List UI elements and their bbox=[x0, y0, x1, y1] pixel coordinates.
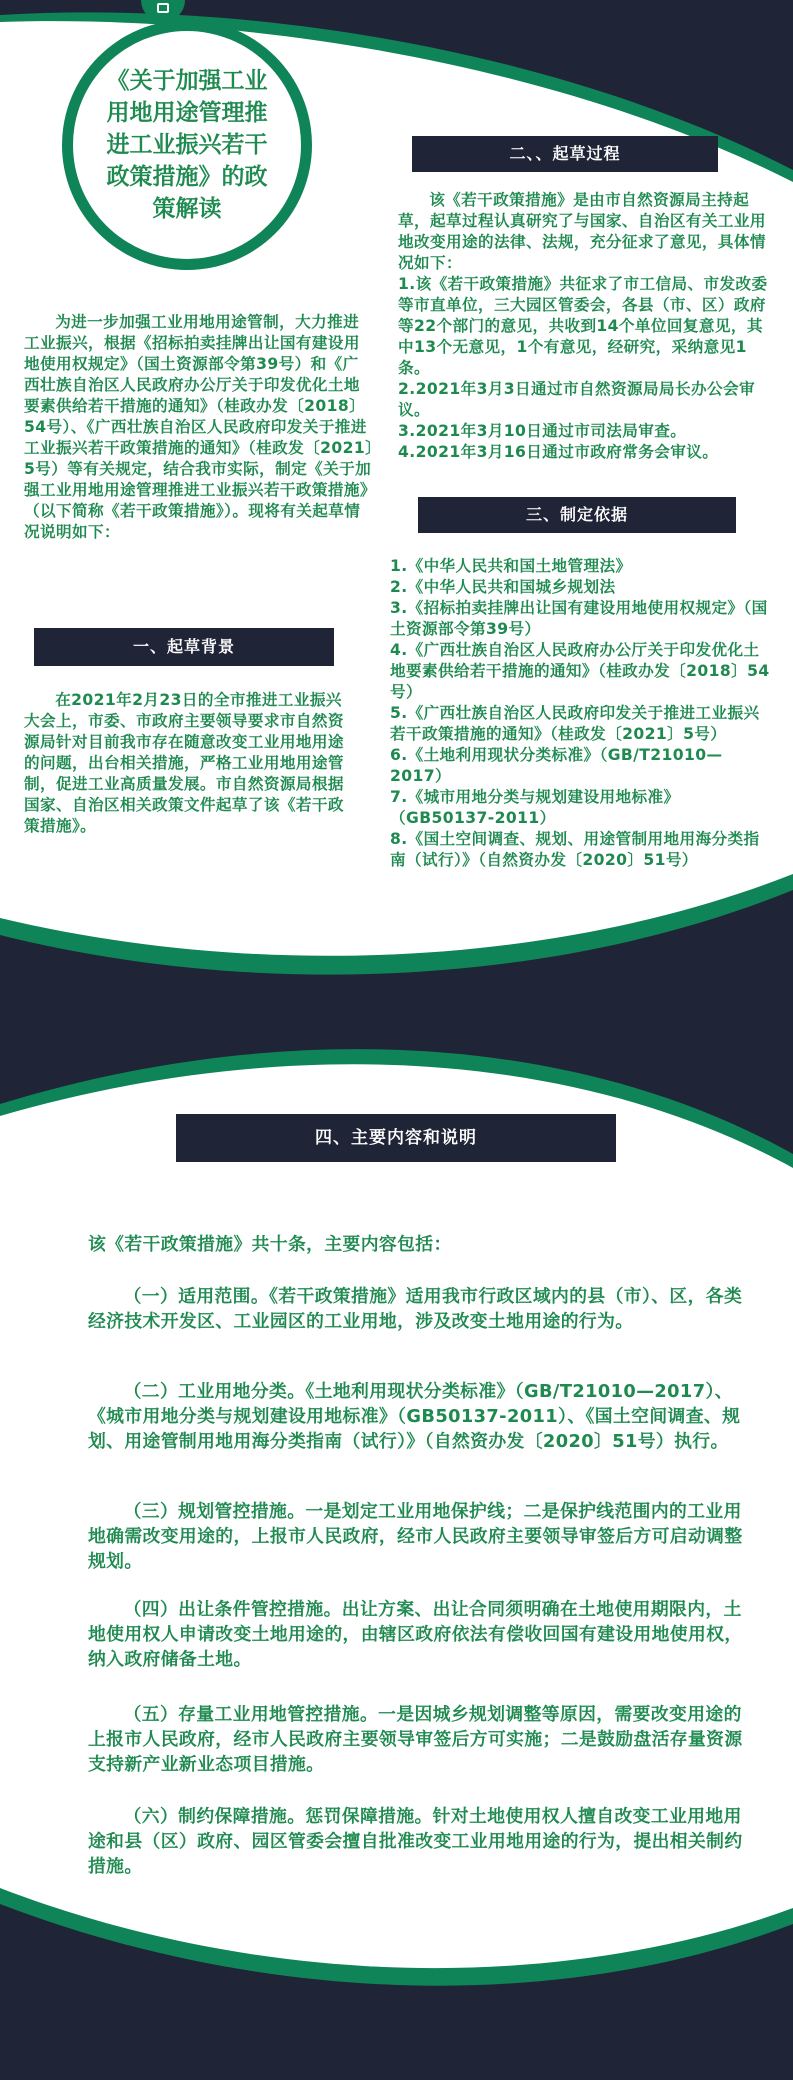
section-heading-main: 四、主要内容和说明 bbox=[176, 1114, 616, 1162]
main-item: （二）工业用地分类。《土地利用现状分类标准》（GB/T21010—2017）、《城市用地分类与规划建设用地标准》（GB50137-2011）、《国土空间调查、规划、用途管制用地用海分类指南（试行）》（自然资办发〔2020〕51号）执行。 bbox=[88, 1381, 741, 1452]
main-item: （五）存量工业用地管控措施。一是因城乡规划调整等原因，需要改变用途的上报市人民政府，经市人民政府主要领导审签后方可实施；二是鼓励盘活存量资源支持新产业新业态项目措施。 bbox=[88, 1704, 743, 1775]
basis-item: 6.《土地利用现状分类标准》（GB/T21010—2017） bbox=[390, 746, 723, 785]
process-item: 2.2021年3月3日通过市自然资源局局长办公会审议。 bbox=[398, 380, 755, 419]
process-item: 1.该《若干政策措施》共征求了市工信局、市发改委等市直单位，三大园区管委会，各县（市、区）政府等22个部门的意见，共收到14个单位回复意见，其中13个无意见，1个有意见，经研究，采纳意见1条。 bbox=[398, 275, 768, 377]
basis-item: 1.《中华人民共和国土地管理法》 bbox=[390, 557, 632, 575]
process-block bbox=[398, 190, 770, 463]
basis-item: 2.《中华人民共和国城乡规划法 bbox=[390, 578, 616, 596]
title-circle bbox=[62, 20, 312, 270]
process-intro: 该《若干政策措施》是由市自然资源局主持起草，起草过程认真研究了与国家、自治区有关工业用地改变用途的法律、法规，充分征求了意见，具体情况如下： bbox=[398, 191, 766, 272]
process-item: 3.2021年3月10日通过市司法局审查。 bbox=[398, 422, 687, 440]
basis-item: 4.《广西壮族自治区人民政府办公厅关于印发优化土地要素供给若干措施的通知》（桂政办发〔2018〕54号） bbox=[390, 641, 770, 701]
main-item: （六）制约保障措施。惩罚保障措施。针对土地使用权人擅自改变工业用地用途和县（区）政府、园区管委会擅自批准改变工业用地用途的行为，提出相关制约措施。 bbox=[88, 1806, 743, 1877]
section-heading-background: 一、起草背景 bbox=[34, 628, 334, 666]
intro-paragraph: 为进一步加强工业用地用途管制，大力推进工业振兴，根据《招标拍卖挂牌出让国有建设用地使用权规定》（国土资源部令第39号）和《广西壮族自治区人民政府办公厅关于印发优化土地要素供给若干措施的通知》（桂政办发〔2018〕54号）、《广西壮族自治区人民政府印发关于推进工业振兴若干政策措施的通知》（桂政发〔2021〕5号）等有关规定，结合我市实际，制定《关于加强工业用地用途管理推进工业振兴若干政策措施》（以下简称《若干政策措施》）。现将有关起草情况说明如下： bbox=[24, 313, 374, 541]
basis-item: 3.《招标拍卖挂牌出让国有建设用地使用权规定》（国土资源部令第39号） bbox=[390, 599, 768, 638]
process-item: 4.2021年3月16日通过市政府常务会审议。 bbox=[398, 443, 719, 461]
basis-item: 5.《广西壮族自治区人民政府印发关于推进工业振兴若干政策措施的通知》（桂政发〔2021〕5号） bbox=[390, 704, 760, 743]
main-item: （三）规划管控措施。一是划定工业用地保护线；二是保护线范围内的工业用地确需改变用途的，上报市人民政府，经市人民政府主要领导审签后方可启动调整规划。 bbox=[88, 1501, 743, 1572]
section-heading-process: 二、、起草过程 bbox=[412, 136, 718, 172]
basis-item: 8.《国土空间调查、规划、用途管制用地用海分类指南（试行）》（自然资办发〔2020〕51号） bbox=[390, 830, 760, 869]
main-item: （一）适用范围。《若干政策措施》适用我市行政区域内的县（市）、区，各类经济技术开发区、工业园区的工业用地，涉及改变土地用途的行为。 bbox=[88, 1286, 743, 1332]
background-paragraph: 在2021年2月23日的全市推进工业振兴大会上，市委、市政府主要领导要求市自然资源局针对目前我市存在随意改变工业用地用途的问题，出台相关措施，严格工业用地用途管制，促进工业高质量发展。市自然资源局根据国家、自治区相关政策文件起草了该《若干政策措施》。 bbox=[24, 691, 344, 835]
page-title: 《关于加强工业用地用途管理推进工业振兴若干政策措施》的政策解读 bbox=[106, 68, 268, 222]
document-icon bbox=[157, 3, 169, 13]
poster-panel-2 bbox=[0, 1004, 793, 2080]
poster-panel-1 bbox=[0, 0, 793, 1000]
section-heading-basis: 三、制定依据 bbox=[418, 497, 736, 533]
basis-list bbox=[390, 556, 770, 871]
main-intro: 该《若干政策措施》共十条，主要内容包括： bbox=[88, 1234, 452, 1255]
main-item: （四）出让条件管控措施。出让方案、出让合同须明确在土地使用期限内，土地使用权人申请改变土地用途的，由辖区政府依法有偿收回国有建设用地使用权，纳入政府储备土地。 bbox=[88, 1599, 743, 1670]
basis-item: 7.《城市用地分类与规划建设用地标准》（GB50137-2011） bbox=[390, 788, 680, 827]
